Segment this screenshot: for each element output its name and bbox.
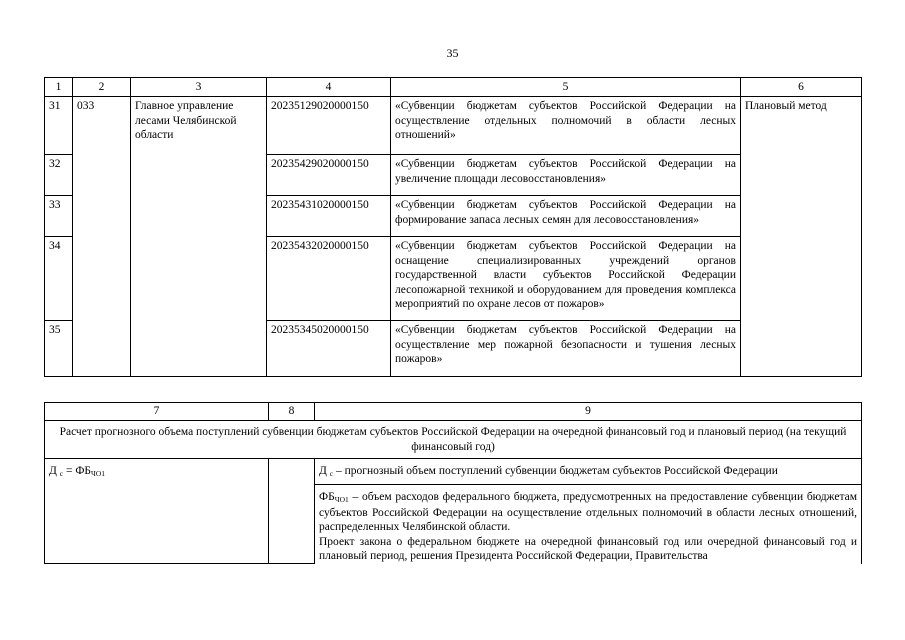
kbk-code: 20235432020000150 xyxy=(267,237,391,321)
row-number: 34 xyxy=(45,237,73,321)
header-cell: 7 xyxy=(45,403,269,421)
header-cell: 1 xyxy=(45,78,73,97)
forecast-method: Плановый метод xyxy=(741,97,862,377)
organization-name: Главное управление лесами Челябинской области xyxy=(131,97,267,377)
formula-d-subscript: с xyxy=(59,469,64,478)
table-header-row xyxy=(45,403,862,421)
def-fb-paragraph xyxy=(319,490,857,535)
admin-code: 033 xyxy=(73,97,131,377)
revenue-name: «Субвенции бюджетам субъектов Российской Федерации на оснащение специализированных учреждений органов государственной власти субъектов Российской Федерации лесопожарной техникой и оборудованием для проведения комплекса мероприятий по охране лесов от пожаров» xyxy=(391,237,741,321)
header-cell: 4 xyxy=(267,78,391,97)
table-row xyxy=(45,459,862,485)
kbk-code: 20235129020000150 xyxy=(267,97,391,155)
row-number: 33 xyxy=(45,196,73,237)
def-d-text: – прогнозный объем поступлений субвенции бюджетам субъектов Российской Федерации xyxy=(333,465,778,477)
def-fb-subscript: ЧО1 xyxy=(334,495,349,504)
table-row xyxy=(45,97,862,155)
definition-d xyxy=(315,459,862,485)
formula-cell xyxy=(45,459,269,564)
header-cell: 8 xyxy=(269,403,315,421)
revenue-name: «Субвенции бюджетам субъектов Российской Федерации на увеличение площади лесовосстановления» xyxy=(391,155,741,196)
header-cell: 3 xyxy=(131,78,267,97)
kbk-code: 20235345020000150 xyxy=(267,321,391,377)
revenue-name: «Субвенции бюджетам субъектов Российской Федерации на осуществление отдельных полномочий в области лесных отношений» xyxy=(391,97,741,155)
revenue-table xyxy=(44,77,862,377)
empty-cell xyxy=(269,459,315,564)
section-title: Расчет прогнозного объема поступлений субвенции бюджетам субъектов Российской Федерации на очередной финансовый год и плановый период (на текущий финансовый год) xyxy=(45,421,862,459)
def-source-paragraph: Проект закона о федеральном бюджете на очередной финансовый год или очередной финансовый год и плановый период, решения Президента Российской Федерации, Правительства xyxy=(319,535,857,562)
kbk-code: 20235431020000150 xyxy=(267,196,391,237)
section-title-row xyxy=(45,421,862,459)
row-number: 32 xyxy=(45,155,73,196)
def-fb-symbol: ФБ xyxy=(319,491,335,503)
row-number: 35 xyxy=(45,321,73,377)
kbk-code: 20235429020000150 xyxy=(267,155,391,196)
def-fb-text: – объем расходов федерального бюджета, предусмотренных на предоставление субвенции бюджетам субъектов Российской Федерации на осуществление отдельных полномочий в области лесных отношений, распределенных Челябинской области. xyxy=(319,491,857,533)
def-d-subscript: с xyxy=(329,469,334,478)
definition-fb xyxy=(315,485,862,564)
def-d-symbol: Д xyxy=(319,465,327,477)
page-number: 35 xyxy=(446,46,459,60)
formula-d: Д xyxy=(49,465,57,477)
revenue-name: «Субвенции бюджетам субъектов Российской Федерации на формирование запаса лесных семян для лесовосстановления» xyxy=(391,196,741,237)
row-number: 31 xyxy=(45,97,73,155)
header-cell: 5 xyxy=(391,78,741,97)
table-header-row xyxy=(45,78,862,97)
revenue-name: «Субвенции бюджетам субъектов Российской Федерации на осуществление мер пожарной безопасности и тушения лесных пожаров» xyxy=(391,321,741,377)
calculation-table xyxy=(44,402,862,564)
formula-fb-subscript: ЧО1 xyxy=(91,469,106,478)
header-cell: 9 xyxy=(315,403,862,421)
formula-eq: = ФБ xyxy=(63,465,92,477)
header-cell: 6 xyxy=(741,78,862,97)
header-cell: 2 xyxy=(73,78,131,97)
